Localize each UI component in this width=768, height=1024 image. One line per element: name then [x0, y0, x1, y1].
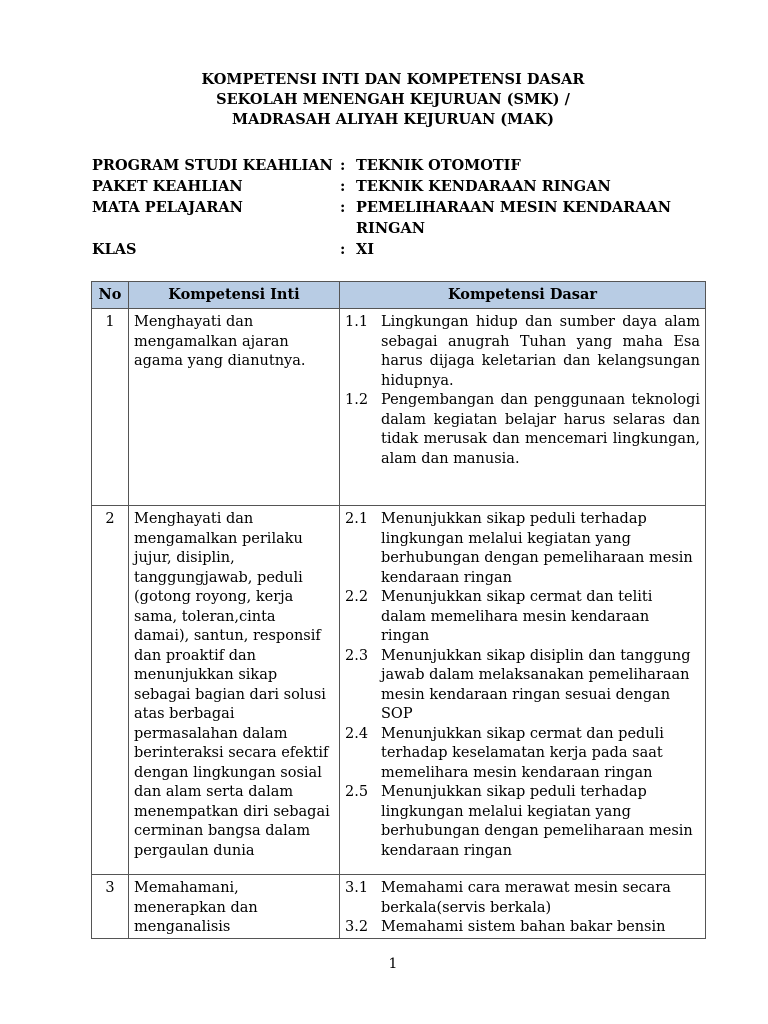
meta-paket	[92, 176, 712, 197]
title-line-1: KOMPETENSI INTI DAN KOMPETENSI DASAR	[201, 71, 585, 88]
table-row	[92, 309, 706, 506]
kd-text: Menunjukkan sikap cermat dan peduli terhadap keselamatan kerja pada saat memelihara mesin kendaraan ringan	[381, 725, 664, 781]
table-row	[92, 506, 706, 875]
kd-text: Memahami cara merawat mesin secara berkala(servis berkala)	[381, 880, 671, 916]
competency-table	[91, 281, 706, 939]
meta-mapel-value: PEMELIHARAAN MESIN KENDARAAN RINGAN	[356, 199, 672, 237]
meta-mapel-label: MATA PELAJARAN	[92, 199, 243, 216]
kd-text: Menunjukkan sikap disiplin dan tanggung jawab dalam melaksanakan pemeliharaan mesin kendaraan ringan sesuai dengan SOP	[381, 647, 691, 722]
kd-number: 3.2	[345, 919, 369, 935]
kd-number: 2.4	[345, 725, 369, 742]
meta-klas-value: XI	[356, 241, 375, 258]
kd-text: Memahami sistem bahan bakar bensin	[381, 919, 666, 935]
kd-item	[345, 725, 700, 784]
kd-item	[345, 510, 700, 588]
kd-number: 2.1	[345, 511, 369, 527]
row-number: 1	[92, 309, 129, 506]
kompetensi-inti-cell: Menghayati dan mengamalkan perilaku jujur, disiplin, tanggungjawab, peduli (gotong royong, kerja sama, toleran,cinta damai), santun, responsif dan proaktif dan menunjukkan sikap sebagai bagian dari solusi atas berbagai permasalahan dalam berinteraksi secara efektif dengan lingkungan sosial dan alam serta dalam menempatkan diri sebagai cerminan bangsa dalam pergaulan dunia	[129, 506, 340, 875]
meta-program	[92, 155, 712, 176]
header-kompetensi-dasar: Kompetensi Dasar	[340, 282, 706, 309]
meta-colon: :	[340, 241, 346, 258]
kd-item	[345, 313, 700, 391]
row-number: 3	[92, 875, 129, 939]
kd-number: 1.2	[345, 392, 369, 408]
header-no: No	[92, 282, 129, 309]
kd-item	[345, 783, 700, 861]
kd-text: Menunjukkan sikap peduli terhadap lingkungan melalui kegiatan yang berhubungan dengan pemeliharaan mesin kendaraan ringan	[381, 511, 693, 586]
kd-text: Menunjukkan sikap cermat dan teliti dalam memelihara mesin kendaraan ringan	[381, 589, 653, 644]
kd-text: Menunjukkan sikap peduli terhadap lingkungan melalui kegiatan yang berhubungan dengan pemeliharaan mesin kendaraan ringan	[381, 784, 693, 859]
title-line-3: MADRASAH ALIYAH KEJURUAN (MAK)	[232, 111, 554, 128]
kd-item	[345, 879, 700, 918]
kd-number: 2.2	[345, 589, 369, 605]
kompetensi-dasar-cell	[340, 875, 706, 939]
meta-program-value: TEKNIK OTOMOTIF	[356, 157, 521, 174]
row-number: 2	[92, 506, 129, 875]
kompetensi-inti-cell: Menghayati dan mengamalkan ajaran agama yang dianutnya.	[129, 309, 340, 506]
kd-item	[345, 391, 700, 469]
meta-colon: :	[340, 157, 346, 174]
kd-item	[345, 588, 700, 647]
kd-text: Pengembangan dan penggunaan teknologi dalam kegiatan belajar harus selaras dan tidak merusak dan mencemari lingkungan, alam dan manusia.	[381, 392, 700, 467]
kd-number: 2.5	[345, 784, 369, 800]
kd-item	[345, 918, 700, 938]
meta-mapel	[92, 197, 712, 239]
kd-item	[345, 647, 700, 725]
document-meta	[92, 155, 712, 260]
kompetensi-inti-cell: Memahamani, menerapkan dan menganalisis	[129, 875, 340, 939]
page-number: 1	[388, 956, 398, 972]
meta-program-label: PROGRAM STUDI KEAHLIAN	[92, 157, 333, 174]
table-header-row	[92, 282, 706, 309]
meta-colon: :	[340, 199, 346, 216]
kd-text: Lingkungan hidup dan sumber daya alam sebagai anugrah Tuhan yang maha Esa harus dijaga keletarian dan kelangsungan hidupnya.	[381, 314, 700, 389]
meta-paket-value: TEKNIK KENDARAAN RINGAN	[356, 178, 611, 195]
meta-klas-label: KLAS	[92, 241, 137, 258]
header-kompetensi-inti: Kompetensi Inti	[129, 282, 340, 309]
document-title	[0, 70, 768, 130]
kd-number: 1.1	[345, 314, 369, 330]
meta-paket-label: PAKET KEAHLIAN	[92, 178, 243, 195]
kd-number: 2.3	[345, 647, 369, 664]
meta-klas	[92, 239, 712, 260]
meta-colon: :	[340, 178, 346, 195]
kd-number: 3.1	[345, 880, 369, 896]
table-row	[92, 875, 706, 939]
kompetensi-dasar-cell	[340, 309, 706, 506]
kompetensi-dasar-cell	[340, 506, 706, 875]
title-line-2: SEKOLAH MENENGAH KEJURUAN (SMK) /	[216, 91, 570, 108]
